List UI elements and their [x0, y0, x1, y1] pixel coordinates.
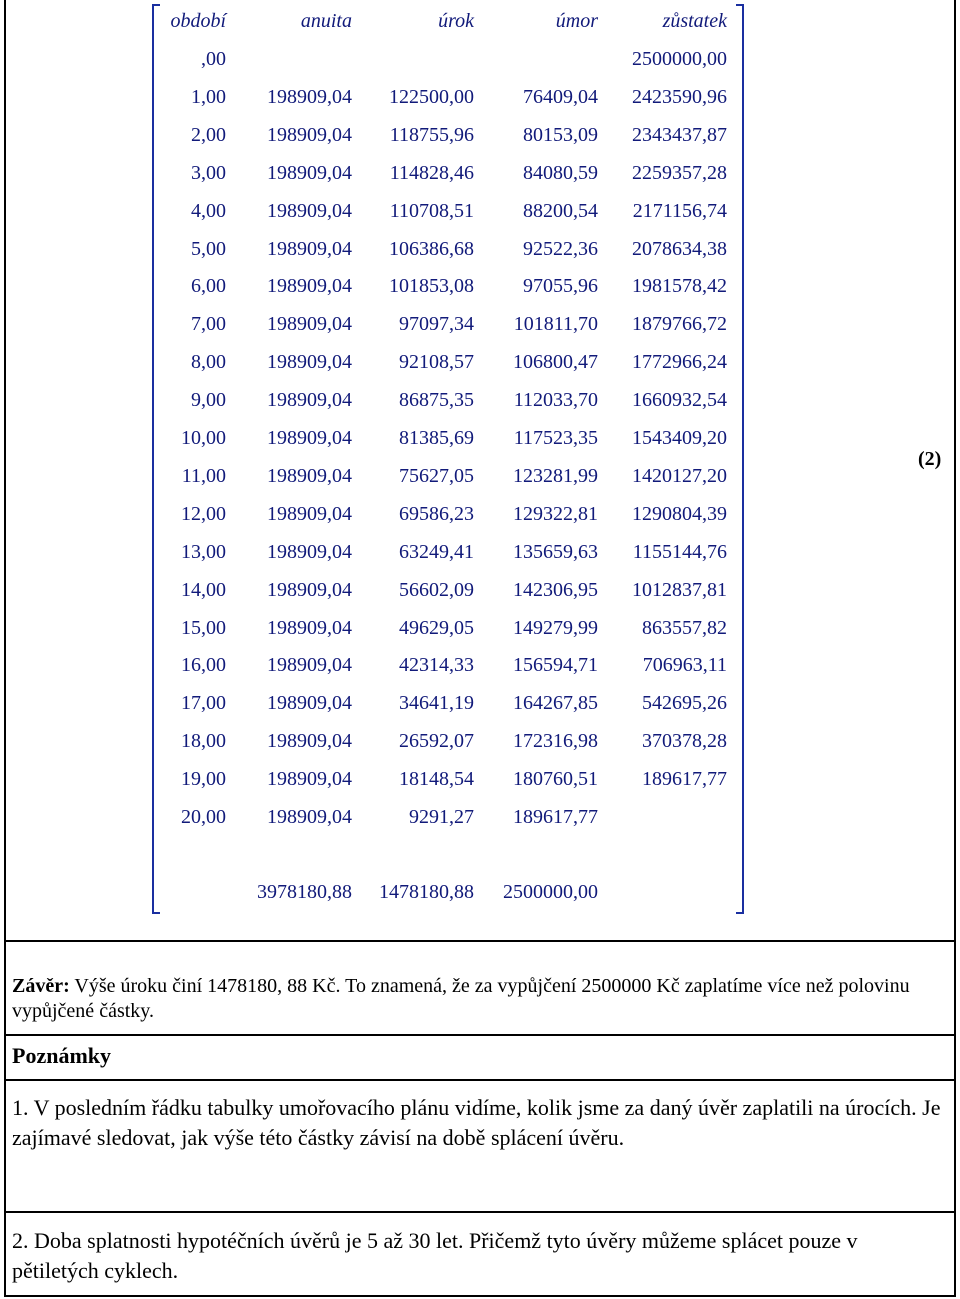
conclusion-text: Výše úroku činí 1478180, 88 Kč. To znamená, že za vypůjčení 2500000 Kč zaplatíme více než polovinu vypůjčené částky. — [12, 975, 910, 1022]
cell-interest: 26592,07 — [399, 730, 474, 753]
cell-principal: 180760,51 — [513, 768, 598, 791]
cell-annuity: 198909,04 — [267, 540, 352, 563]
cell-annuity: 198909,04 — [267, 123, 352, 146]
cell-annuity: 198909,04 — [267, 389, 352, 412]
divider — [4, 1034, 956, 1036]
cell-balance: 2500000,00 — [632, 48, 727, 70]
cell-period: 15,00 — [181, 616, 226, 639]
total-interest: 1478180,88 — [379, 881, 474, 903]
cell-principal: 135659,63 — [513, 540, 598, 563]
cell-period: 8,00 — [191, 351, 226, 374]
cell-period: 9,00 — [191, 389, 226, 412]
cell-balance: 2343437,87 — [632, 123, 727, 146]
cell-period: ,00 — [201, 48, 226, 70]
cell-interest: 56602,09 — [399, 578, 474, 601]
header-annuity: anuita — [300, 10, 352, 32]
cell-period: 7,00 — [191, 313, 226, 336]
equation-tag: (2) — [918, 448, 942, 470]
header-interest: úrok — [438, 10, 474, 32]
cell-interest: 122500,00 — [389, 85, 474, 108]
cell-interest: 110708,51 — [389, 199, 474, 222]
cell-interest: 63249,41 — [399, 540, 474, 563]
cell-balance: 1660932,54 — [632, 389, 727, 412]
cell-interest: 92108,57 — [399, 351, 474, 374]
cell-principal: 172316,98 — [513, 730, 598, 753]
cell-interest: 75627,05 — [399, 464, 474, 487]
cell-balance: 1155144,76 — [632, 540, 727, 563]
cell-balance: 370378,28 — [642, 730, 727, 753]
cell-period: 20,00 — [181, 806, 226, 828]
cell-period: 19,00 — [181, 768, 226, 791]
conclusion — [12, 974, 944, 1024]
cell-annuity: 198909,04 — [267, 654, 352, 677]
cell-period: 4,00 — [191, 199, 226, 222]
header-balance: zůstatek — [662, 10, 727, 32]
cell-balance: 1543409,20 — [632, 427, 727, 449]
cell-principal: 97055,96 — [523, 275, 598, 298]
notes-heading: Poznámky — [12, 1043, 111, 1068]
cell-interest: 69586,23 — [399, 502, 474, 525]
cell-interest: 9291,27 — [409, 806, 474, 828]
divider — [4, 940, 956, 942]
cell-principal: 189617,77 — [513, 806, 598, 828]
cell-interest: 97097,34 — [399, 313, 474, 336]
cell-period: 17,00 — [181, 692, 226, 715]
cell-annuity: 198909,04 — [267, 161, 352, 184]
cell-period: 16,00 — [181, 654, 226, 677]
cell-balance: 189617,77 — [642, 768, 727, 791]
conclusion-label: Závěr: — [12, 975, 70, 997]
divider — [4, 1211, 956, 1213]
cell-balance: 542695,26 — [642, 692, 727, 715]
header-period: období — [170, 10, 226, 32]
cell-principal: 142306,95 — [513, 578, 598, 601]
cell-balance: 2259357,28 — [632, 161, 727, 184]
cell-interest: 106386,68 — [389, 237, 474, 260]
cell-annuity: 198909,04 — [267, 616, 352, 639]
right-bracket — [736, 4, 744, 914]
cell-period: 18,00 — [181, 730, 226, 753]
cell-annuity: 198909,04 — [267, 85, 352, 108]
cell-principal: 149279,99 — [513, 616, 598, 639]
cell-annuity: 198909,04 — [267, 351, 352, 374]
cell-interest: 86875,35 — [399, 389, 474, 412]
cell-interest: 42314,33 — [399, 654, 474, 677]
cell-balance: 1879766,72 — [632, 313, 727, 336]
cell-annuity: 198909,04 — [267, 502, 352, 525]
cell-interest: 101853,08 — [389, 275, 474, 298]
cell-annuity: 198909,04 — [267, 692, 352, 715]
cell-principal: 123281,99 — [513, 464, 598, 487]
cell-balance: 1981578,42 — [632, 275, 727, 298]
cell-annuity: 198909,04 — [267, 237, 352, 260]
cell-annuity: 198909,04 — [267, 730, 352, 753]
cell-interest: 49629,05 — [399, 616, 474, 639]
cell-balance: 2423590,96 — [632, 85, 727, 108]
cell-balance: 2171156,74 — [632, 199, 727, 222]
left-bracket — [152, 4, 160, 914]
cell-annuity: 198909,04 — [267, 578, 352, 601]
cell-interest: 34641,19 — [399, 692, 474, 715]
cell-balance: 2078634,38 — [632, 237, 727, 260]
header-principal: úmor — [555, 10, 598, 32]
note-1: 1. V posledním řádku tabulky umořovacího plánu vidíme, kolik jsme za daný úvěr zaplatili na úrocích. Je zajímavé sledovat, jak výše této částky závisí na době splácení úvěru. — [12, 1095, 941, 1150]
cell-principal: 80153,09 — [523, 123, 598, 146]
cell-annuity: 198909,04 — [267, 313, 352, 336]
cell-period: 11,00 — [181, 464, 226, 487]
cell-balance: 863557,82 — [642, 616, 727, 639]
cell-annuity: 198909,04 — [267, 275, 352, 298]
cell-period: 2,00 — [191, 123, 226, 146]
cell-principal: 117523,35 — [513, 427, 598, 449]
cell-interest: 114828,46 — [389, 161, 474, 184]
cell-period: 14,00 — [181, 578, 226, 601]
cell-interest: 81385,69 — [399, 427, 474, 449]
cell-interest: 18148,54 — [399, 768, 474, 791]
cell-principal: 92522,36 — [523, 237, 598, 260]
cell-annuity: 198909,04 — [267, 199, 352, 222]
cell-period: 3,00 — [191, 161, 226, 184]
cell-principal: 76409,04 — [523, 85, 598, 108]
cell-annuity: 198909,04 — [267, 768, 352, 791]
cell-principal: 101811,70 — [513, 313, 598, 336]
cell-principal: 164267,85 — [513, 692, 598, 715]
divider — [4, 1079, 956, 1081]
cell-principal: 156594,71 — [513, 654, 598, 677]
cell-period: 13,00 — [181, 540, 226, 563]
cell-period: 10,00 — [181, 427, 226, 449]
cell-annuity: 198909,04 — [267, 464, 352, 487]
cell-principal: 106800,47 — [513, 351, 598, 374]
cell-principal: 112033,70 — [513, 389, 598, 412]
cell-period: 12,00 — [181, 502, 226, 525]
cell-balance: 1290804,39 — [632, 502, 727, 525]
cell-annuity: 198909,04 — [267, 427, 352, 449]
cell-interest: 118755,96 — [389, 123, 474, 146]
cell-principal: 88200,54 — [523, 199, 598, 222]
note-2: 2. Doba splatnosti hypotéčních úvěrů je 5 až 30 let. Přičemž tyto úvěry můžeme splácet pouze v pětiletých cyklech. — [12, 1228, 858, 1283]
cell-period: 1,00 — [191, 85, 226, 108]
total-principal: 2500000,00 — [503, 881, 598, 903]
cell-balance: 1772966,24 — [632, 351, 727, 374]
cell-balance: 706963,11 — [642, 654, 727, 677]
cell-principal: 129322,81 — [513, 502, 598, 525]
cell-period: 5,00 — [191, 237, 226, 260]
total-annuity: 3978180,88 — [257, 881, 352, 903]
amortization-table — [152, 4, 744, 912]
cell-period: 6,00 — [191, 275, 226, 298]
cell-annuity: 198909,04 — [267, 806, 352, 828]
cell-balance: 1420127,20 — [632, 464, 727, 487]
cell-principal: 84080,59 — [523, 161, 598, 184]
cell-balance: 1012837,81 — [632, 578, 727, 601]
